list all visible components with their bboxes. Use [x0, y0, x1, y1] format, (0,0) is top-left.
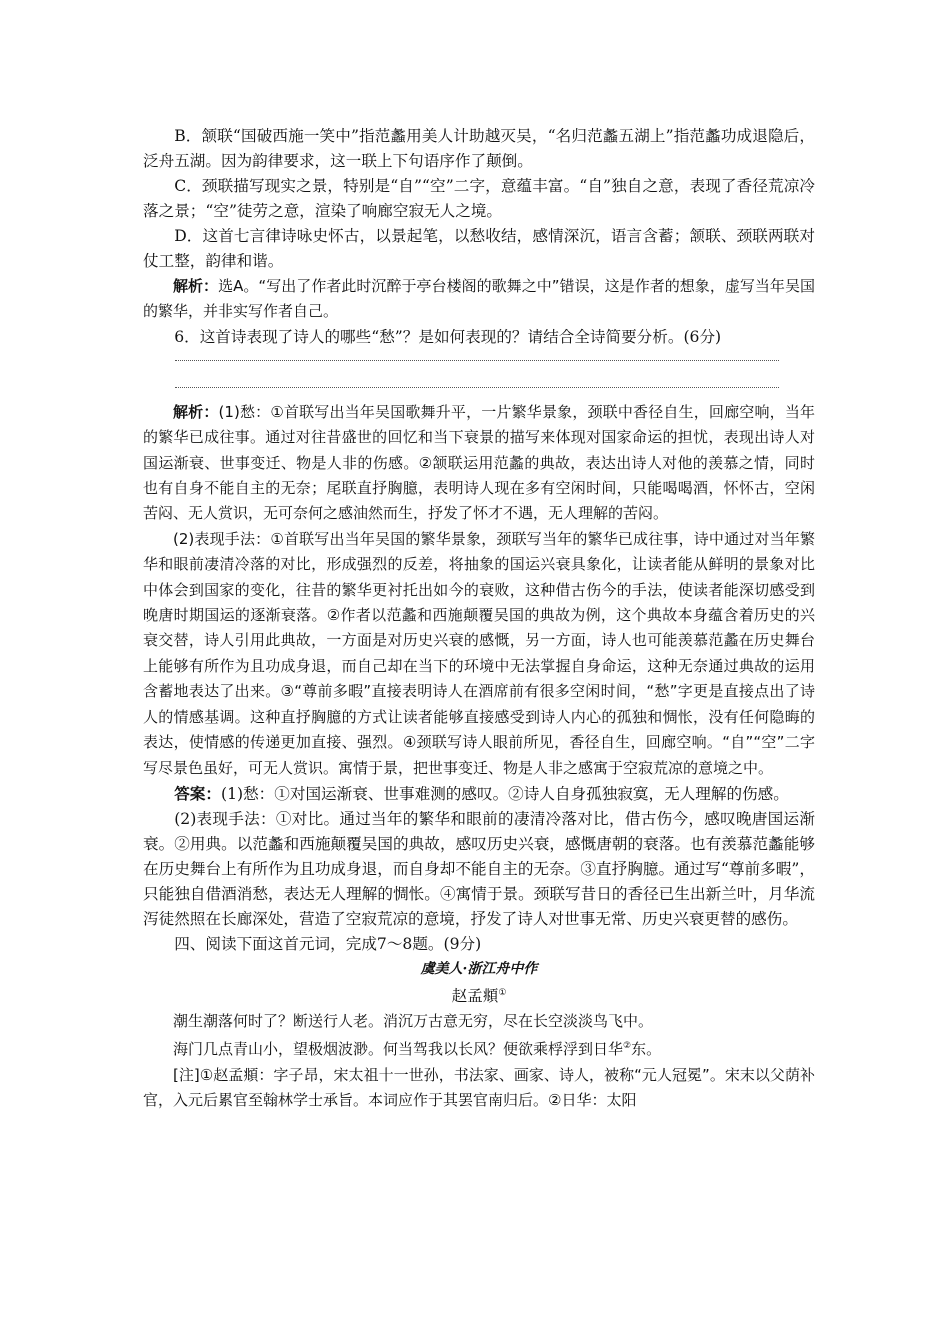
q6-answer-part2: (2)表现手法：①对比。通过当年的繁华和眼前的凄清冷落对比，借古伤今，感叹晚唐国运渐衰。②用典。以范蠡和西施颠覆吴国的典故，感叹历史兴衰，感慨唐朝的衰落。也有羡慕范蠡能够在历史舞台上有所作为且功成身退，而自身却不能自主的无奈。③直抒胸臆。通过写“尊前多暇”，只能独自借酒消愁，表达无人理解的惆怅。④寓情于景。颈联写昔日的香径已生出新兰叶，月华流泻徒然照在长廊深处，营造了空寂荒凉的意境，抒发了诗人对世事无常、历史兴衰更替的感伤。: [143, 809, 815, 928]
answer-text: (1)愁：①对国运渐衰、世事难测的感叹。②诗人自身孤独寂寞，无人理解的伤感。: [220, 784, 789, 803]
poem-line-2-end: 东。: [631, 1040, 662, 1059]
option-d: D．这首七言律诗咏史怀古，以景起笔，以愁收结，感情深沉，语言含蓄；颔联、颈联两联对仗工整，韵律和谐。: [143, 227, 815, 270]
poem-line-2-text: 海门几点青山小，望极烟波渺。何当驾我以长风？便欲乘桴浮到日华: [173, 1040, 624, 1059]
footnote-mark: ①: [498, 987, 507, 998]
poem-author: [143, 981, 815, 1009]
poem-title: 虞美人·浙江舟中作: [420, 960, 538, 977]
analysis-label: 解析：: [173, 402, 219, 421]
footnote-mark: ②: [623, 1041, 632, 1052]
poem-line-1: 潮生潮落何时了？断送行人老。消沉万古意无穷，尽在长空淡淡鸟飞中。: [173, 1011, 654, 1030]
q5-analysis: [143, 274, 815, 325]
analysis-text: 选A。“写出了作者此时沉醉于亭台楼阁的歌舞之中”错误，这是作者的想象，虚写当年吴国的繁华，并非实写作者自己。: [143, 277, 815, 321]
section-heading: 四、阅读下面这首元词，完成7～8题。(9分): [174, 934, 482, 953]
option-b: B．颔联“国破西施一笑中”指范蠡用美人计助越灭吴，“名归范蠡五湖上”指范蠡功成退隐后，泛舟五湖。因为韵律要求，这一联上下句语序作了颠倒。: [143, 127, 815, 170]
analysis-text: (1)愁：①首联写出当年吴国歌舞升平，一片繁华景象，颈联中香径自生，回廊空响，当年的繁华已成往事。通过对往昔盛世的回忆和当下衰景的描写来体现对国家命运的担忧，表现出诗人对国运渐衰、世事变迁、物是人非的伤感。②颔联运用范蠡的典故，表达出诗人对他的羡慕之情，同时也有自身不能自主的无奈；尾联直抒胸臆，表明诗人现在多有空闲时间，只能喝喝酒，怀怀古，空闲苦闷、无人赏识，无可奈何之感油然而生，抒发了怀才不遇，无人理解的苦闷。: [143, 402, 815, 523]
answer-blank-line: [175, 350, 779, 361]
author-name: 赵孟頫: [451, 986, 499, 1005]
analysis-label: 解析：: [173, 277, 219, 295]
question-6: 6．这首诗表现了诗人的哪些“愁”？是如何表现的？请结合全诗简要分析。(6分): [174, 327, 722, 346]
q6-analysis-part2: (2)表现手法：①首联写出当年吴国的繁华景象，颈联写当年的繁华已成往事，诗中通过对当年繁华和眼前凄清冷落的对比，形成强烈的反差，将抽象的国运兴衰具象化，让读者能从鲜明的景象对比中体会到国家的变化，往昔的繁华更衬托出如今的衰败，这种借古伤今的手法，使读者能深切感受到晚唐时期国运的逐渐衰落。②作者以范蠡和西施颠覆吴国的典故为例，这个典故本身蕴含着历史的兴衰交替，诗人引用此典故，一方面是对历史兴衰的感慨，另一方面，诗人也可能羡慕范蠡在历史舞台上能够有所作为且功成身退，而自己却在当下的环境中无法掌握自身命运，这种无奈通过典故的运用含蓄地表达了出来。③“尊前多暇”直接表明诗人在酒席前有很多空闲时间，“愁”字更是直接点出了诗人的情感基调。这种直抒胸臆的方式让读者能够直接感受到诗人内心的孤独和惆怅，没有任何隐晦的表达，使情感的传递更加直接、强烈。④颈联写诗人眼前所见，香径自生，回廊空响。“自”“空”二字写尽景色虽好，可无人赏识。寓情于景，把世事变迁、物是人非之感寓于空寂荒凉的意境之中。: [143, 529, 815, 777]
answer-label: 答案：: [174, 783, 221, 803]
poem-note: [注]①赵孟頫：字子昂，宋太祖十一世孙，书法家、画家、诗人，被称“元人冠冕”。宋末以父荫补官，入元后累官至翰林学士承旨。本词应作于其罢官南归后。②日华：太阳: [143, 1065, 815, 1110]
q6-answer-part1: [143, 781, 815, 807]
poem-line-2: [143, 1034, 815, 1062]
option-c: C．颈联描写现实之景，特别是“自”“空”二字，意蕴丰富。“自”独自之意，表现了香径荒凉冷落之景；“空”徒劳之意，渲染了响廊空寂无人之境。: [143, 177, 815, 220]
q6-analysis-part1: [143, 400, 815, 527]
answer-blank-line: [175, 377, 779, 388]
document-page: [143, 124, 815, 1114]
